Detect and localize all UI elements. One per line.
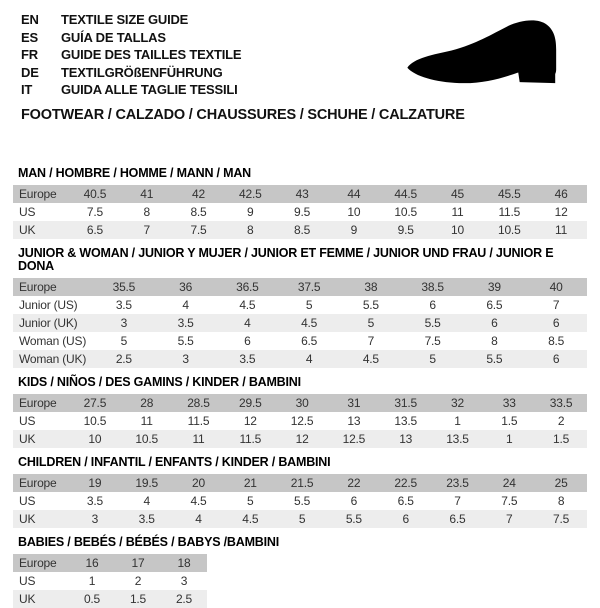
table-row-europe (13, 394, 587, 412)
size-cell: 19.5 (135, 476, 158, 490)
size-cell: 13 (347, 414, 361, 428)
size-cell: 3.5 (177, 316, 194, 330)
language-guide-list (21, 11, 241, 99)
size-cell: 21 (243, 476, 257, 490)
size-cell: 19 (88, 476, 102, 490)
size-cell: 5.5 (177, 334, 194, 348)
row-label: UK (19, 592, 36, 606)
row-label: Europe (19, 396, 57, 410)
size-cell: 5 (429, 352, 436, 366)
row-label: US (19, 205, 36, 219)
table-row-uk (13, 510, 587, 528)
size-cell: 41 (140, 187, 154, 201)
size-cell: 10.5 (83, 414, 107, 428)
language-label: GUIDA ALLE TAGLIE TESSILI (61, 82, 238, 98)
row-label: Woman (UK) (19, 352, 87, 366)
size-cell: 10 (347, 205, 361, 219)
size-cell: 5.5 (486, 352, 503, 366)
size-cell: 7 (506, 512, 513, 526)
table-row-woman-uk- (13, 350, 587, 368)
size-cell: 1 (506, 432, 513, 446)
row-label: Woman (US) (19, 334, 87, 348)
size-cell: 13 (399, 432, 413, 446)
size-cell: 37.5 (297, 280, 321, 294)
table-row-us (13, 492, 587, 510)
size-cell: 10 (88, 432, 102, 446)
size-cell: 42.5 (239, 187, 262, 201)
size-cell: 11.5 (498, 205, 521, 219)
size-cell: 6 (552, 316, 560, 330)
size-cell: 8 (491, 334, 498, 348)
size-cell: 4 (195, 512, 202, 526)
size-cell: 12 (243, 414, 257, 428)
size-cell: 31 (347, 396, 361, 410)
table-row-us (13, 412, 587, 430)
language-code: FR (21, 47, 38, 63)
size-cell: 6.5 (449, 512, 466, 526)
size-cell: 9.5 (294, 205, 311, 219)
size-cell: 3 (182, 352, 189, 366)
size-cell: 3 (180, 574, 188, 588)
row-label: Europe (19, 556, 57, 570)
size-cell: 36 (179, 280, 193, 294)
size-cell: 33 (502, 396, 516, 410)
size-cell: 7.5 (190, 223, 207, 237)
size-cell: 6 (244, 334, 251, 348)
size-cell: 43 (295, 187, 309, 201)
size-cell: 45 (451, 187, 464, 201)
size-cell: 10.5 (135, 432, 158, 446)
size-cell: 38 (364, 280, 378, 294)
language-row-es (21, 29, 241, 47)
size-cell: 16 (85, 556, 99, 570)
size-cell: 5.5 (345, 512, 362, 526)
language-label: TEXTILGRÖßENFÜHRUNG (61, 64, 223, 80)
row-label: UK (19, 512, 36, 526)
size-cell: 7.5 (501, 494, 518, 508)
size-cell: 3.5 (115, 298, 132, 312)
size-cell: 6 (429, 298, 436, 312)
size-cell: 5 (120, 334, 128, 348)
size-section-kids (13, 376, 587, 448)
row-label: UK (19, 432, 36, 446)
size-cell: 7.5 (86, 205, 103, 219)
size-cell: 12.5 (342, 432, 366, 446)
size-cell: 21.5 (290, 476, 314, 490)
size-cell: 4 (143, 494, 150, 508)
size-cell: 20 (192, 476, 205, 490)
size-cell: 4.5 (239, 298, 256, 312)
junior-woman-size-table (13, 278, 587, 368)
size-cell: 5.5 (362, 298, 379, 312)
size-cell: 1.5 (553, 432, 570, 446)
size-cell: 6.5 (301, 334, 318, 348)
table-row-junior-us- (13, 296, 587, 314)
size-cell: 46 (554, 187, 568, 201)
section-title: MAN / HOMBRE / HOMME / MANN / MAN (18, 166, 251, 180)
size-cell: 1 (454, 414, 461, 428)
table-row-us (13, 572, 207, 590)
size-cell: 38.5 (421, 280, 444, 294)
row-label: UK (19, 223, 36, 237)
size-cell: 13.5 (446, 432, 469, 446)
row-label: US (19, 414, 36, 428)
section-title: BABIES / BEBÉS / BÉBÉS / BABYS /BAMBINI (18, 535, 279, 549)
size-cell: 31.5 (394, 396, 417, 410)
size-cell: 9.5 (397, 223, 414, 237)
size-cell: 1.5 (501, 414, 518, 428)
size-cell: 32 (451, 396, 464, 410)
size-cell: 9 (350, 223, 358, 237)
size-cell: 7 (552, 298, 560, 312)
man-size-table (13, 185, 587, 239)
size-cell: 9 (247, 205, 254, 219)
size-cell: 11 (140, 414, 153, 428)
row-label: Europe (19, 280, 57, 294)
size-cell: 8.5 (294, 223, 311, 237)
row-label: Junior (UK) (19, 316, 78, 330)
size-cell: 10 (451, 223, 464, 237)
size-cell: 5 (305, 298, 313, 312)
size-cell: 40.5 (83, 187, 107, 201)
size-cell: 22.5 (394, 476, 417, 490)
table-row-europe (13, 278, 587, 296)
size-cell: 5.5 (294, 494, 311, 508)
size-cell: 3.5 (138, 512, 155, 526)
size-cell: 44 (347, 187, 361, 201)
size-cell: 8 (247, 223, 254, 237)
language-label: TEXTILE SIZE GUIDE (61, 12, 189, 27)
size-cell: 5 (247, 494, 254, 508)
language-label: GUIDE DES TAILLES TEXTILE (61, 47, 242, 63)
size-cell: 4 (244, 316, 251, 330)
row-label: Europe (19, 476, 57, 490)
dress-shoe-icon (392, 13, 584, 109)
size-cell: 4 (305, 352, 313, 366)
section-title: JUNIOR & WOMAN / JUNIOR Y MUJER / JUNIOR ET FEMME / JUNIOR UND FRAU / JUNIOR E DONA (18, 246, 554, 273)
row-label: US (19, 494, 36, 508)
size-cell: 7 (454, 494, 461, 508)
language-label: GUÍA DE TALLAS (61, 29, 166, 45)
size-cell: 45.5 (497, 187, 521, 201)
size-cell: 23.5 (446, 476, 469, 490)
size-cell: 12 (554, 205, 568, 219)
size-cell: 2 (557, 414, 565, 428)
size-cell: 44.5 (394, 187, 417, 201)
size-cell: 29.5 (239, 396, 262, 410)
size-cell: 33.5 (549, 396, 573, 410)
size-cell: 8.5 (190, 205, 207, 219)
language-code: EN (21, 12, 39, 27)
language-row-de (21, 64, 241, 82)
size-cell: 6 (350, 494, 358, 508)
row-label: Junior (US) (19, 298, 78, 312)
size-cell: 5.5 (424, 316, 441, 330)
size-cell: 22 (347, 476, 361, 490)
language-code: DE (21, 64, 39, 80)
size-cell: 18 (177, 556, 191, 570)
table-row-junior-uk- (13, 314, 587, 332)
size-cell: 28.5 (187, 396, 210, 410)
size-cell: 39 (487, 280, 501, 294)
row-label: US (19, 574, 36, 588)
size-cell: 27.5 (83, 396, 107, 410)
size-cell: 35.5 (112, 280, 136, 294)
size-section-junior-woman (13, 247, 587, 368)
size-section-man (13, 167, 587, 239)
table-row-uk (13, 221, 587, 239)
size-cell: 2 (134, 574, 142, 588)
size-cell: 1 (88, 574, 96, 588)
size-cell: 4.5 (362, 352, 379, 366)
size-cell: 3.5 (86, 494, 103, 508)
size-cell: 7 (143, 223, 150, 237)
size-cell: 7 (367, 334, 375, 348)
size-cell: 8 (557, 494, 565, 508)
size-cell: 6 (491, 316, 498, 330)
row-label: Europe (19, 187, 57, 201)
size-cell: 13.5 (394, 414, 417, 428)
kids-size-table (13, 394, 587, 448)
table-row-uk (13, 590, 207, 608)
size-cell: 6.5 (86, 223, 103, 237)
size-cell: 11 (555, 223, 568, 237)
size-cell: 12 (295, 432, 309, 446)
size-cell: 11.5 (187, 414, 210, 428)
size-cell: 3 (120, 316, 128, 330)
size-cell: 42 (192, 187, 205, 201)
size-section-children (13, 456, 587, 528)
size-cell: 4.5 (242, 512, 259, 526)
language-row-it (21, 81, 241, 99)
size-cell: 30 (295, 396, 309, 410)
language-code: IT (21, 82, 33, 98)
size-cell: 6.5 (397, 494, 414, 508)
size-cell: 40 (549, 280, 563, 294)
size-cell: 3.5 (239, 352, 256, 366)
size-cell: 5 (298, 512, 306, 526)
table-row-europe (13, 554, 207, 572)
size-cell: 11 (192, 432, 205, 446)
size-cell: 17 (131, 556, 145, 570)
size-cell: 8.5 (548, 334, 565, 348)
size-cell: 6 (402, 512, 409, 526)
size-cell: 10.5 (497, 223, 521, 237)
table-row-europe (13, 185, 587, 203)
size-cell: 4 (182, 298, 189, 312)
language-row-en (21, 11, 241, 29)
size-cell: 7.5 (424, 334, 441, 348)
table-row-uk (13, 430, 587, 448)
size-cell: 11.5 (239, 432, 262, 446)
size-cell: 0.5 (83, 592, 101, 606)
size-cell: 4.5 (190, 494, 207, 508)
size-cell: 2.5 (175, 592, 193, 606)
children-size-table (13, 474, 587, 528)
size-cell: 10.5 (394, 205, 417, 219)
size-cell: 36.5 (236, 280, 259, 294)
size-cell: 11 (451, 205, 464, 219)
size-cell: 3 (91, 512, 99, 526)
size-cell: 7.5 (553, 512, 570, 526)
language-row-fr (21, 46, 241, 64)
size-cell: 8 (143, 205, 150, 219)
size-cell: 1.5 (129, 592, 147, 606)
table-row-woman-us- (13, 332, 587, 350)
category-title: FOOTWEAR / CALZADO / CHAUSSURES / SCHUHE / CALZATURE (21, 107, 465, 123)
size-cell: 6 (552, 352, 560, 366)
size-tables (13, 167, 587, 608)
size-cell: 4.5 (301, 316, 318, 330)
size-cell: 6.5 (486, 298, 503, 312)
size-cell: 12.5 (290, 414, 314, 428)
table-row-europe (13, 474, 587, 492)
size-cell: 25 (554, 476, 568, 490)
size-cell: 28 (140, 396, 154, 410)
section-title: KIDS / NIÑOS / DES GAMINS / KINDER / BAMBINI (18, 375, 301, 389)
language-code: ES (21, 29, 38, 45)
table-row-us (13, 203, 587, 221)
size-cell: 5 (367, 316, 375, 330)
size-section-babies (13, 536, 587, 608)
size-cell: 2.5 (115, 352, 132, 366)
size-cell: 24 (502, 476, 516, 490)
section-title: CHILDREN / INFANTIL / ENFANTS / KINDER / BAMBINI (18, 455, 331, 469)
